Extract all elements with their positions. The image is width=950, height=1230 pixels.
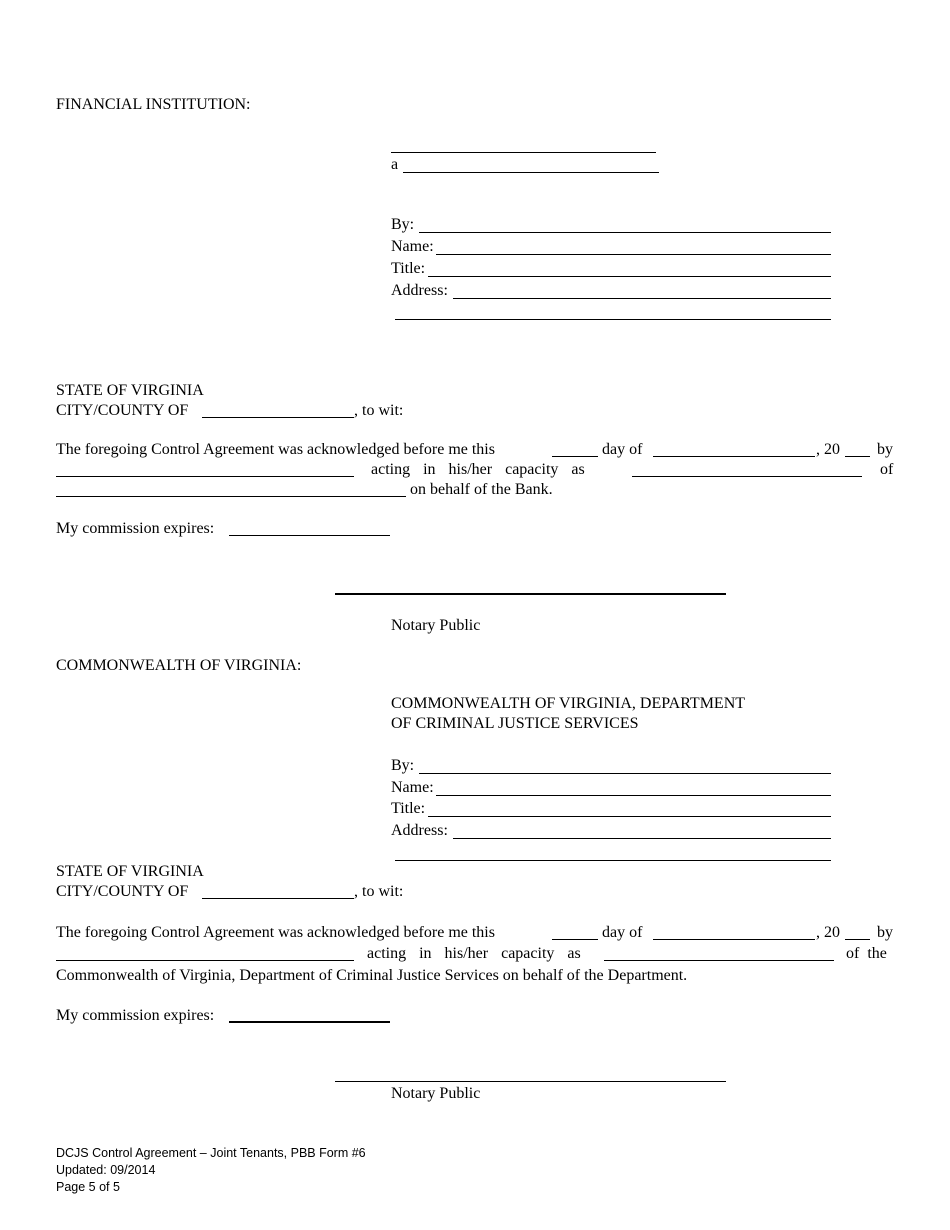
footer-page: Page 5 of 5 — [56, 1180, 120, 1194]
institution-a-prefix: a — [391, 156, 399, 173]
ack1-month-blank[interactable] — [653, 456, 815, 457]
cw-address-blank-2[interactable] — [395, 860, 831, 861]
footer-updated: Updated: 09/2014 — [56, 1163, 156, 1177]
department-line-1: COMMONWEALTH OF VIRGINIA, DEPARTMENT — [391, 695, 746, 712]
ack2-capacity-text: acting in his/her capacity as — [367, 945, 581, 962]
ack1-bank-blank[interactable] — [56, 496, 406, 497]
fi-by-blank[interactable] — [419, 232, 831, 233]
commonwealth-heading: COMMONWEALTH OF VIRGINIA: — [56, 657, 302, 674]
ack2-person-blank[interactable] — [56, 960, 354, 961]
ack1-day-blank[interactable] — [552, 456, 598, 457]
ack1-capacity-blank[interactable] — [632, 476, 862, 477]
institution-type-blank[interactable] — [403, 172, 659, 173]
ack1-capacity-text: acting in his/her capacity as — [371, 461, 585, 478]
cw-name-blank[interactable] — [436, 795, 831, 796]
ack1-of: of — [880, 461, 894, 478]
ack1-notary-signature-line[interactable] — [335, 593, 726, 595]
ack2-notary-signature-line[interactable] — [335, 1081, 726, 1082]
ack2-year-blank[interactable] — [845, 939, 870, 940]
ack2-city-county-label: CITY/COUNTY OF — [56, 883, 189, 900]
ack2-line1 — [56, 923, 894, 943]
ack1-line2 — [56, 460, 894, 480]
ack2-behalf-text: Commonwealth of Virginia, Department of Criminal Justice Services on behalf of the Department. — [56, 967, 688, 984]
fi-address-blank-2[interactable] — [395, 319, 831, 320]
fi-title-label: Title: — [391, 260, 426, 277]
ack2-to-wit: , to wit: — [354, 883, 404, 900]
ack2-commission-label: My commission expires: — [56, 1007, 215, 1024]
ack1-line1-text: The foregoing Control Agreement was acknowledged before me this — [56, 441, 495, 458]
ack1-behalf-text: on behalf of the Bank. — [410, 481, 553, 498]
fi-title-blank[interactable] — [428, 276, 831, 277]
cw-address-label: Address: — [391, 822, 448, 839]
ack1-person-blank[interactable] — [56, 476, 354, 477]
fi-name-blank[interactable] — [436, 254, 831, 255]
ack2-state: STATE OF VIRGINIA — [56, 863, 204, 880]
cw-title-label: Title: — [391, 800, 426, 817]
ack2-city-county-blank[interactable] — [202, 898, 354, 899]
ack2-month-blank[interactable] — [653, 939, 815, 940]
ack1-line1 — [56, 440, 894, 460]
ack1-notary-label: Notary Public — [391, 617, 481, 634]
institution-name-blank[interactable] — [391, 152, 656, 153]
fi-address-blank[interactable] — [453, 298, 831, 299]
ack2-commission-blank[interactable] — [229, 1021, 390, 1023]
cw-address-blank[interactable] — [453, 838, 831, 839]
ack2-line1-text: The foregoing Control Agreement was acknowledged before me this — [56, 924, 495, 941]
ack1-year-prefix: , 20 — [816, 441, 840, 458]
cw-name-label: Name: — [391, 779, 434, 796]
ack1-city-county-blank[interactable] — [202, 417, 354, 418]
ack2-of-the: of the — [846, 945, 887, 962]
cw-title-blank[interactable] — [428, 816, 831, 817]
department-line-2: OF CRIMINAL JUSTICE SERVICES — [391, 715, 639, 732]
fi-name-label: Name: — [391, 238, 434, 255]
ack1-commission-label: My commission expires: — [56, 520, 215, 537]
ack1-day-of: day of — [602, 441, 643, 458]
fi-by-label: By: — [391, 216, 415, 233]
ack2-capacity-blank[interactable] — [604, 960, 834, 961]
cw-by-label: By: — [391, 757, 415, 774]
ack1-to-wit: , to wit: — [354, 402, 404, 419]
ack2-day-blank[interactable] — [552, 939, 598, 940]
ack2-year-prefix: , 20 — [816, 924, 840, 941]
footer-form: DCJS Control Agreement – Joint Tenants, PBB Form #6 — [56, 1146, 366, 1160]
ack2-by: by — [877, 924, 893, 941]
ack1-commission-blank[interactable] — [229, 535, 390, 536]
cw-by-blank[interactable] — [419, 773, 831, 774]
financial-institution-heading: FINANCIAL INSTITUTION: — [56, 96, 251, 113]
fi-address-label: Address: — [391, 282, 448, 299]
ack2-notary-label: Notary Public — [391, 1085, 481, 1102]
ack2-day-of: day of — [602, 924, 643, 941]
ack1-state: STATE OF VIRGINIA — [56, 382, 204, 399]
ack1-year-blank[interactable] — [845, 456, 870, 457]
ack1-city-county-label: CITY/COUNTY OF — [56, 402, 189, 419]
ack2-line2 — [56, 944, 894, 964]
ack1-by: by — [877, 441, 893, 458]
